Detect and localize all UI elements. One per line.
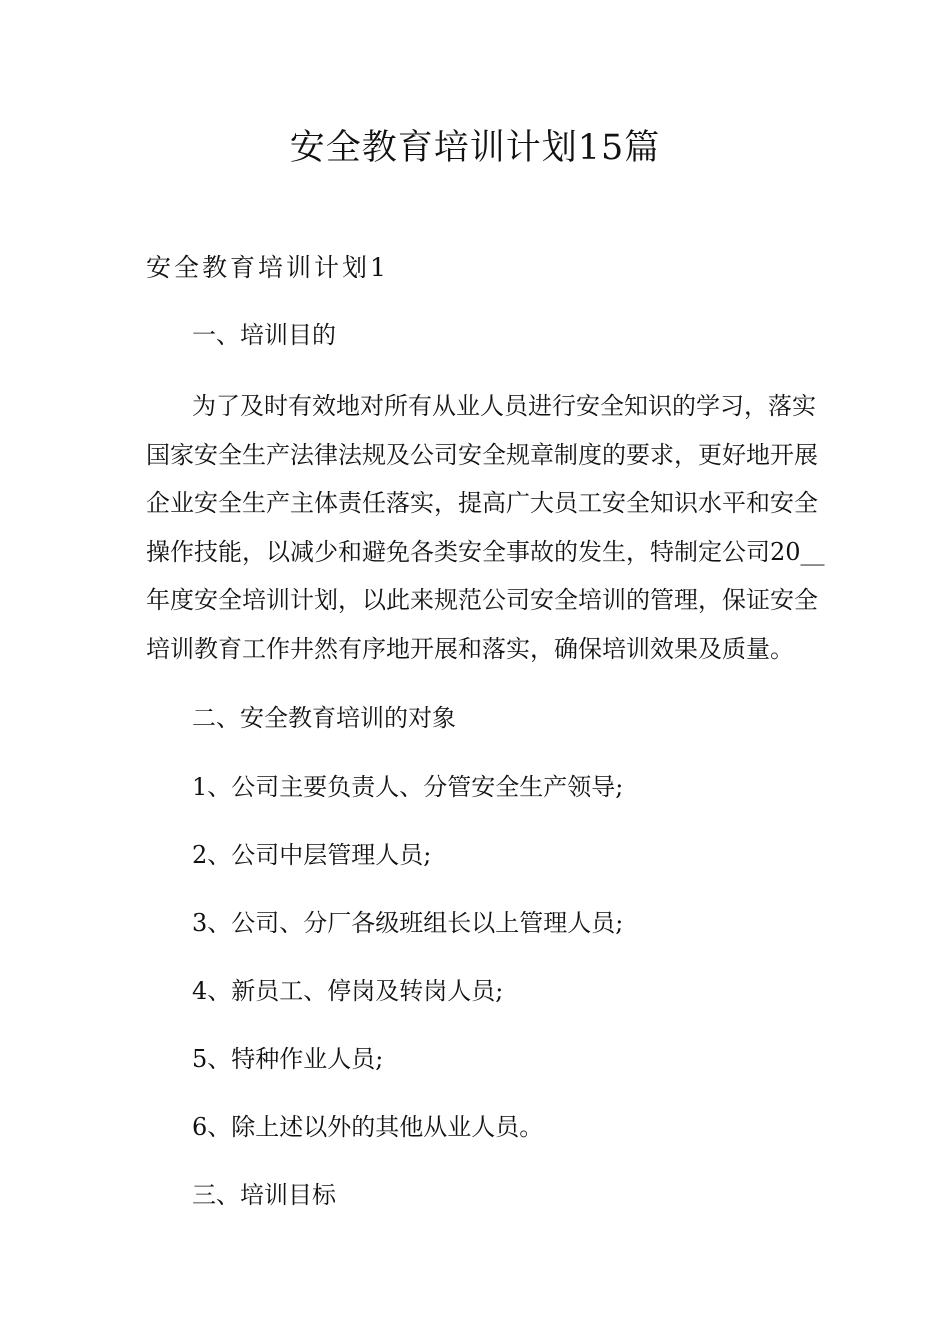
paragraph-line: 培训教育工作井然有序地开展和落实，确保培训效果及质量。 bbox=[146, 634, 794, 663]
heading-targets: 二、安全教育培训的对象 bbox=[192, 704, 456, 732]
list-item: 1、公司主要负责人、分管安全生产领导; bbox=[192, 773, 624, 801]
paragraph-line: 企业安全生产主体责任落实，提高广大员工安全知识水平和安全 bbox=[146, 489, 818, 517]
list-item: 2、公司中层管理人员; bbox=[192, 841, 432, 869]
paragraph-purpose bbox=[146, 386, 825, 677]
list-item: 4、新员工、停岗及转岗人员; bbox=[192, 977, 504, 1005]
list-item: 5、特种作业人员; bbox=[192, 1045, 384, 1073]
section-title: 安全教育培训计划1 bbox=[146, 253, 389, 282]
heading-purpose: 一、培训目的 bbox=[192, 321, 336, 349]
paragraph-line: 国家安全生产法律法规及公司安全规章制度的要求，更好地开展 bbox=[146, 440, 818, 469]
list-item: 3、公司、分厂各级班组长以上管理人员; bbox=[192, 909, 624, 937]
paragraph-line: 操作技能，以减少和避免各类安全事故的发生，特制定公司20__ bbox=[146, 537, 825, 566]
heading-goals: 三、培训目标 bbox=[192, 1181, 336, 1209]
document-title: 安全教育培训计划15篇 bbox=[289, 128, 661, 168]
list-item: 6、除上述以外的其他从业人员。 bbox=[192, 1113, 544, 1141]
paragraph-line: 为了及时有效地对所有从业人员进行安全知识的学习，落实 bbox=[192, 392, 816, 420]
paragraph-line: 年度安全培训计划，以此来规范公司安全培训的管理，保证安全 bbox=[146, 586, 818, 614]
